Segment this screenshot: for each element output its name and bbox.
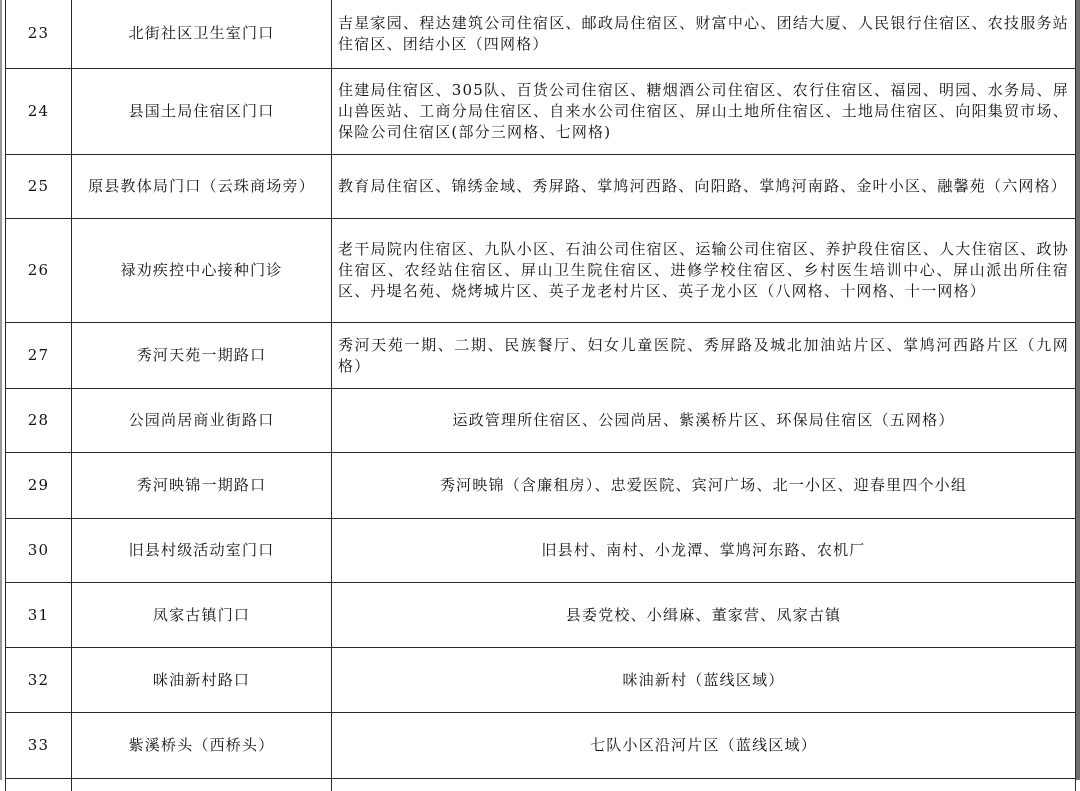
coverage-area: 住建局住宿区、305队、百货公司住宿区、糖烟酒公司住宿区、农行住宿区、福园、明园、水务局、屏山兽医站、工商分局住宿区、自来水公司住宿区、屏山土地所住宿区、土地局住宿区、向阳集贸市场、保险公司住宿区(部分三网格、七网格) — [332, 69, 1076, 155]
page-right-edge — [1076, 0, 1080, 780]
coverage-area: 七队小区沿河片区（蓝线区域） — [332, 713, 1076, 779]
site-name: 公园尚居商业街路口 — [72, 389, 332, 453]
table-row — [6, 648, 1076, 713]
row-number: 33 — [6, 713, 72, 779]
table-row — [6, 0, 1076, 69]
table-row — [6, 583, 1076, 648]
site-name: 北街社区卫生室门口 — [72, 0, 332, 69]
site-name: 紫溪桥头（西桥头） — [72, 713, 332, 779]
row-number: 28 — [6, 389, 72, 453]
site-name: 秀河天苑一期路口 — [72, 323, 332, 389]
row-number: 26 — [6, 219, 72, 323]
table-row — [6, 453, 1076, 519]
row-number: 23 — [6, 0, 72, 69]
row-number: 24 — [6, 69, 72, 155]
coverage-area: 运政管理所住宿区、公园尚居、紫溪桥片区、环保局住宿区（五网格） — [332, 389, 1076, 453]
coverage-area: 教育局住宿区、锦绣金域、秀屏路、掌鸠河西路、向阳路、掌鸠河南路、金叶小区、融馨苑（六网格） — [332, 155, 1076, 219]
empty-cell — [6, 779, 72, 791]
empty-cell — [72, 779, 332, 791]
site-name: 原县教体局门口（云珠商场旁） — [72, 155, 332, 219]
coverage-area: 县委党校、小缉麻、董家营、凤家古镇 — [332, 583, 1076, 648]
coverage-area: 吉星家园、程达建筑公司住宿区、邮政局住宿区、财富中心、团结大厦、人民银行住宿区、农技服务站住宿区、团结小区（四网格） — [332, 0, 1076, 69]
empty-cell — [332, 779, 1076, 791]
coverage-area: 老干局院内住宿区、九队小区、石油公司住宿区、运输公司住宿区、养护段住宿区、人大住宿区、政协住宿区、农经站住宿区、屏山卫生院住宿区、进修学校住宿区、乡村医生培训中心、屏山派出所住宿区、丹堤名苑、烧烤城片区、英子龙老村片区、英子龙小区（八网格、十网格、十一网格） — [332, 219, 1076, 323]
site-name: 咪油新村路口 — [72, 648, 332, 713]
row-number: 30 — [6, 519, 72, 583]
row-number: 27 — [6, 323, 72, 389]
site-name: 凤家古镇门口 — [72, 583, 332, 648]
table-row — [6, 713, 1076, 779]
site-name: 秀河映锦一期路口 — [72, 453, 332, 519]
coverage-area: 秀河映锦（含廉租房）、忠爱医院、宾河广场、北一小区、迎春里四个小组 — [332, 453, 1076, 519]
table-row — [6, 323, 1076, 389]
row-number: 29 — [6, 453, 72, 519]
coverage-area: 旧县村、南村、小龙潭、掌鸠河东路、农机厂 — [332, 519, 1076, 583]
site-name: 旧县村级活动室门口 — [72, 519, 332, 583]
table-row — [6, 69, 1076, 155]
row-number: 25 — [6, 155, 72, 219]
coverage-area: 秀河天苑一期、二期、民族餐厅、妇女儿童医院、秀屏路及城北加油站片区、掌鸠河西路片区（九网格） — [332, 323, 1076, 389]
table-row-cutoff — [6, 779, 1076, 791]
table-row — [6, 519, 1076, 583]
row-number: 31 — [6, 583, 72, 648]
table-row — [6, 219, 1076, 323]
row-number: 32 — [6, 648, 72, 713]
page-left-edge — [0, 0, 2, 780]
table-row — [6, 389, 1076, 453]
coverage-area: 咪油新村（蓝线区域） — [332, 648, 1076, 713]
site-name: 禄劝疾控中心接种门诊 — [72, 219, 332, 323]
testing-site-table — [5, 0, 1076, 791]
site-name: 县国土局住宿区门口 — [72, 69, 332, 155]
table-row — [6, 155, 1076, 219]
